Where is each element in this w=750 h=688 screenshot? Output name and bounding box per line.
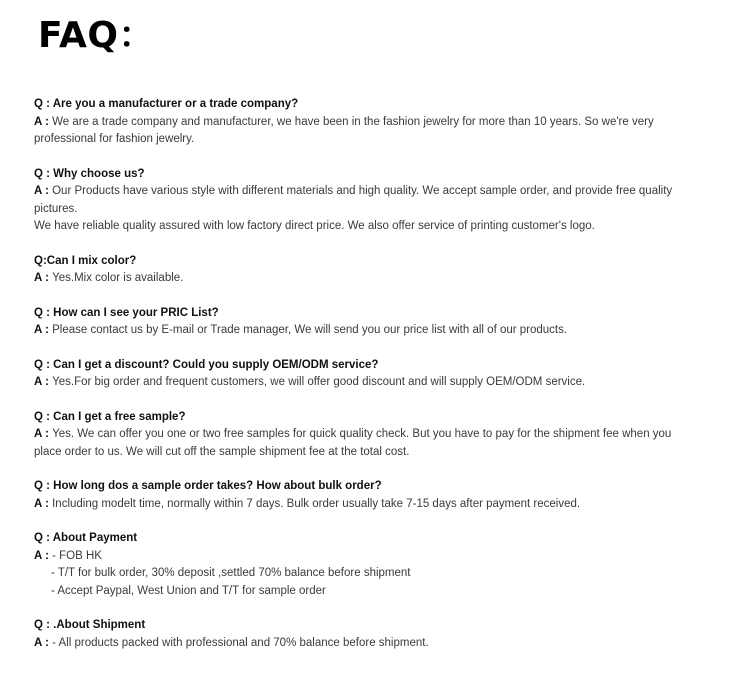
question-prefix: Q : [34,410,54,423]
faq-question [34,253,674,271]
answer-prefix: A : [34,324,53,336]
faq-answer [34,374,674,392]
question-text: Are you a manufacturer or a trade company? [52,98,299,110]
faq-answer [34,114,674,149]
answer-prefix: A : [34,497,53,510]
faq-question [34,305,674,323]
answer-prefix: A : [34,549,53,562]
question-prefix: Q : [34,306,54,319]
question-text: Why choose us? [53,167,145,180]
faq-item [34,530,674,600]
question-text: How can I see your PRIC List? [53,306,219,319]
faq-answer-line: - T/T for bulk order, 30% deposit ,settled 70% balance before shipment [51,567,411,579]
faq-question [34,409,674,427]
question-text: Can I mix color? [46,254,137,267]
question-prefix: Q : [34,167,54,180]
page-title: FAQ： [38,15,155,56]
faq-answer [34,635,674,653]
question-text: How long dos a sample order takes? How about bulk order? [53,480,382,492]
faq-question [34,96,674,114]
faq-list [34,96,674,669]
answer-prefix: A : [34,636,53,649]
answer-prefix: A : [34,376,53,388]
faq-question [34,357,674,375]
faq-item [34,478,674,513]
answer-text: - All products packed with professional and 70% balance before shipment. [52,636,429,649]
faq-item [34,305,674,340]
answer-text: Yes.Mix color is available. [52,272,184,284]
answer-text: Yes.For big order and frequent customers, we will offer good discount and will supply OEM/ODM service. [52,376,586,388]
faq-question [34,617,674,635]
question-text: Can I get a free sample? [53,410,186,423]
answer-prefix: A : [34,115,53,128]
answer-prefix: A : [34,428,53,440]
question-prefix: Q : [34,358,54,371]
faq-answer-line: - Accept Paypal, West Union and T/T for sample order [51,584,326,597]
faq-answer-extra: We have reliable quality assured with low factory direct price. We also offer service of printing customer's logo. [34,220,595,232]
answer-text: - FOB HK [52,549,102,562]
faq-item [34,253,674,288]
question-prefix: Q : [34,532,53,544]
faq-item [34,617,674,652]
faq-answer [34,270,674,288]
question-text: .About Shipment [53,619,146,631]
faq-item [34,357,674,392]
answer-text: Please contact us by E-mail or Trade manager, We will send you our price list with all of our products. [52,324,568,336]
answer-text: We are a trade company and manufacturer, we have been in the fashion jewelry for more than 10 years. So we're very professional for fashion jewelry. [34,115,654,145]
answer-text: Yes. We can offer you one or two free samples for quick quality check. But you have to pay for the shipment fee when you place order to us. We will cut off the sample shipment fee at the total cost. [34,428,672,458]
question-prefix: Q : [34,480,54,492]
faq-question [34,166,674,184]
question-prefix: Q : [34,98,53,110]
question-prefix: Q : [34,619,54,631]
question-text: About Payment [52,532,138,544]
answer-prefix: A : [34,272,53,284]
faq-question [34,530,674,548]
faq-answer [34,426,674,461]
answer-prefix: A : [34,185,53,197]
faq-question [34,478,674,496]
faq-item [34,96,674,149]
answer-text: Our Products have various style with different materials and high quality. We accept sample order, and provide free quality pictures. [34,185,673,215]
faq-item [34,166,674,236]
faq-item [34,409,674,462]
question-text: Can I get a discount? Could you supply OEM/ODM service? [53,358,379,371]
faq-answer [34,548,674,566]
answer-text: Including modelt time, normally within 7 days. Bulk order usually take 7-15 days after payment received. [52,497,581,510]
faq-answer [34,496,674,514]
faq-answer [34,183,674,218]
faq-answer [34,322,674,340]
question-prefix: Q: [34,254,47,267]
